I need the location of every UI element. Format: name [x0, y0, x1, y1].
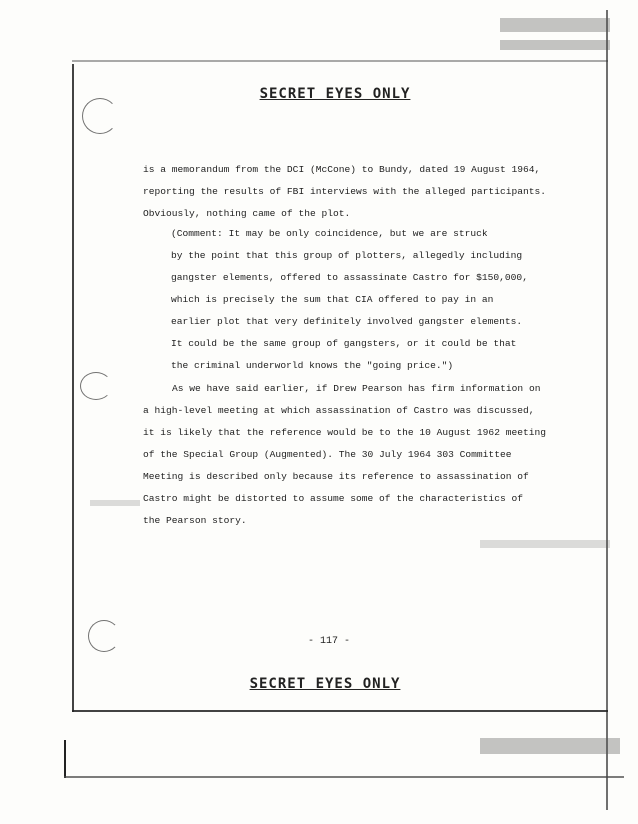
text-line: by the point that this group of plotters, allegedly including — [171, 250, 523, 261]
paragraph-2 — [143, 378, 546, 532]
text-line: Obviously, nothing came of the plot. — [143, 208, 351, 219]
text-line: is a memorandum from the DCI (McCone) to Bundy, dated 19 August 1964, — [143, 164, 541, 175]
scan-border-top — [72, 60, 608, 62]
text-line: which is precisely the sum that CIA offered to pay in an — [171, 294, 494, 305]
classification-marking-bottom: SECRET EYES ONLY — [249, 676, 401, 692]
punch-hole-mark — [80, 372, 112, 400]
scan-noise — [90, 500, 140, 506]
scan-corner-mark — [64, 740, 66, 778]
text-line: a high-level meeting at which assassination of Castro was discussed, — [143, 405, 535, 416]
scan-border-right — [606, 10, 608, 810]
classification-marking-top: SECRET EYES ONLY — [259, 86, 411, 102]
comment-block — [171, 223, 528, 377]
text-line: (Comment: It may be only coincidence, but we are struck — [171, 228, 488, 239]
text-line: Castro might be distorted to assume some of the characteristics of — [143, 493, 523, 504]
scan-noise — [500, 40, 610, 50]
text-line: it is likely that the reference would be to the 10 August 1962 meeting — [143, 427, 547, 438]
scan-noise — [480, 738, 620, 754]
text-line: reporting the results of FBI interviews with the alleged participants. — [143, 186, 547, 197]
text-line: earlier plot that very definitely involved gangster elements. — [171, 316, 523, 327]
paragraph-1 — [143, 159, 546, 225]
text-line: the criminal underworld knows the "going price.") — [171, 360, 454, 371]
text-line: As we have said earlier, if Drew Pearson has firm information on — [172, 383, 541, 394]
text-line: the Pearson story. — [143, 515, 247, 526]
text-line: of the Special Group (Augmented). The 30 July 1964 303 Committee — [143, 449, 512, 460]
page-number: - 117 - — [308, 636, 351, 647]
punch-hole-mark — [82, 98, 118, 134]
scan-noise — [480, 540, 610, 548]
text-line: gangster elements, offered to assassinate Castro for $150,000, — [171, 272, 528, 283]
scan-bottom-line — [64, 776, 624, 778]
punch-hole-mark — [88, 620, 120, 652]
text-line: Meeting is described only because its reference to assassination of — [143, 471, 529, 482]
scan-noise — [500, 18, 610, 32]
scan-border-bottom — [72, 710, 608, 712]
scan-border-left — [72, 64, 74, 712]
text-line: It could be the same group of gangsters, or it could be that — [171, 338, 517, 349]
